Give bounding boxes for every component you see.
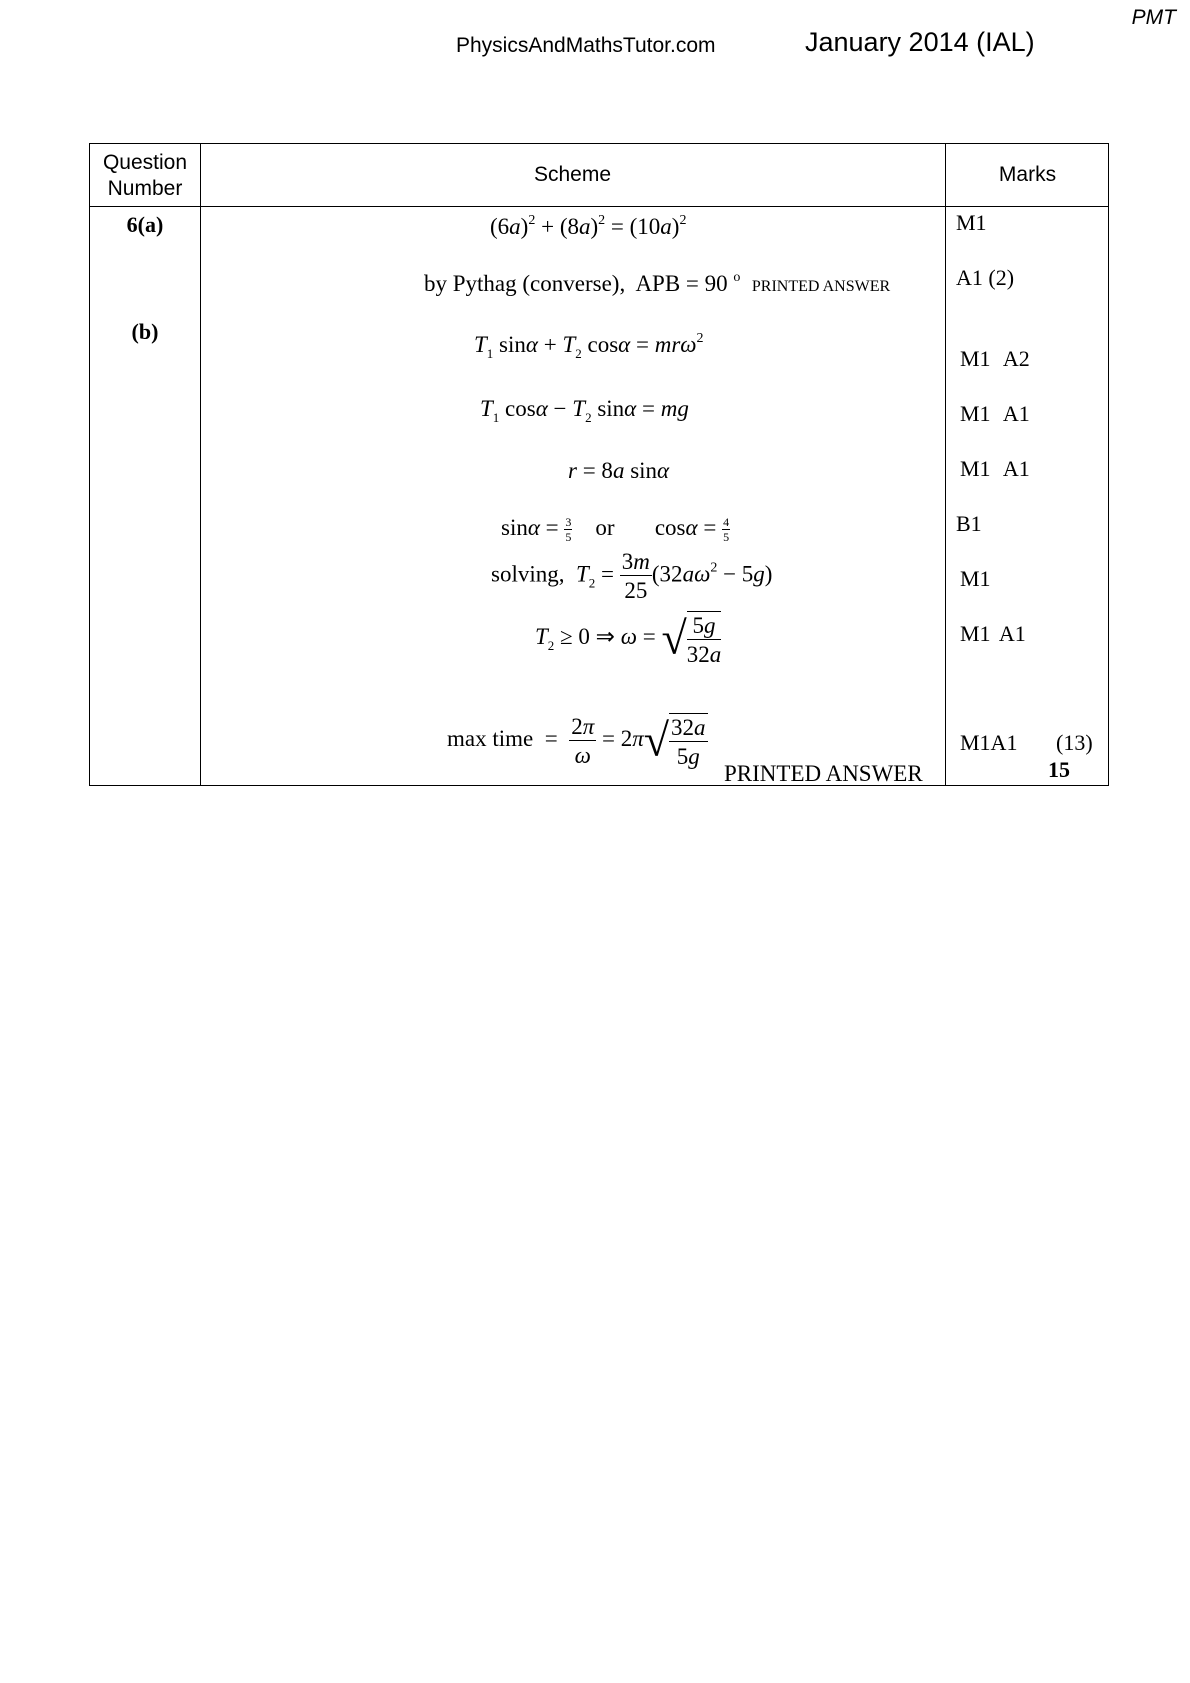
scheme-line-radius: r = 8a sinα	[568, 458, 670, 483]
printed-answer-label: PRINTED ANSWER	[751, 278, 891, 295]
mark-b-line3: M1 A1	[960, 456, 1030, 481]
scheme-header: Scheme	[533, 163, 612, 186]
scheme-line-pythag-converse: by Pythag (converse), APB = 90 $^o$ PRINTED ANSWER	[424, 270, 891, 296]
exam-session: January 2014 (IAL)	[805, 27, 1035, 57]
scheme-line-horizontal-resolution: $T_1$ $\sin\alpha + T_2$ cosα = mrω$^2$	[474, 331, 704, 361]
mark-question-total: 15	[1048, 757, 1070, 782]
scheme-line-pythag-equation: $(6a)^2 + (8a)^2 = (10a)^2$	[490, 213, 687, 239]
scheme-line-trig-values: sinα = $\frac{3}{5}$ or cosα = $\frac{4}{5}$	[501, 515, 730, 545]
question-label-6a: 6(a)	[126, 212, 164, 237]
question-number-header: Question Number	[102, 151, 188, 200]
mark-b-subtotal: (13)	[1056, 730, 1093, 755]
site-name: PhysicsAndMathsTutor.com	[456, 34, 716, 57]
scheme-line-vertical-resolution: $T_1$ $\cos\alpha - T_2$ sinα = mg	[480, 396, 689, 425]
mark-scheme-table	[89, 143, 1109, 786]
scheme-line-max-time: max time = $\frac{2\pi}{\omega}$ = 2π√ $\frac{32a}{5g}$	[447, 713, 706, 769]
mark-b-line4: B1	[956, 511, 982, 536]
mark-b-line6: M1 A1	[960, 621, 1026, 646]
column-divider	[200, 144, 201, 785]
header-divider	[90, 206, 1108, 207]
mark-b-line2: M1 A1	[960, 401, 1030, 426]
mark-b-line1: M1 A2	[960, 346, 1030, 371]
mark-b-line7: M1A1	[960, 730, 1018, 755]
question-label-6b: (b)	[131, 319, 159, 344]
scheme-line-omega-condition: $T_2 \ge 0$ ⇒ ω = √ $\frac{5g}{32a}$	[535, 612, 722, 667]
corner-tag: PMT	[1131, 6, 1176, 29]
marks-header: Marks	[998, 163, 1057, 186]
printed-answer-label-final: PRINTED ANSWER	[724, 761, 923, 786]
mark-b-line5: M1	[960, 566, 991, 591]
mark-a-line1: M1	[956, 210, 987, 235]
column-divider	[945, 144, 946, 785]
scheme-line-solving-t2: solving, $T_2$ = $\frac{3m}{25}$ $(32a\omega^2 - 5g)$	[491, 549, 773, 603]
mark-a-line2: A1 (2)	[956, 265, 1015, 290]
